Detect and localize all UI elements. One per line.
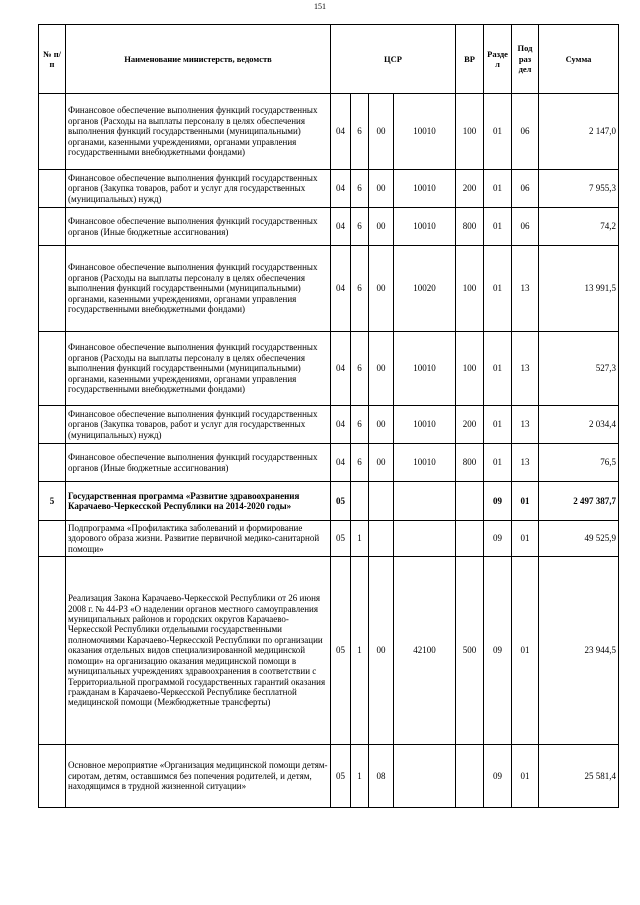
csr-part-1: 04 (331, 444, 351, 482)
csr-part-2: 1 (351, 745, 369, 808)
csr-part-4: 10020 (394, 246, 456, 332)
row-vr: 100 (456, 246, 484, 332)
row-vr: 200 (456, 170, 484, 208)
csr-part-2: 1 (351, 521, 369, 557)
row-razdel: 01 (484, 332, 512, 406)
csr-part-1: 05 (331, 745, 351, 808)
csr-part-4 (394, 482, 456, 521)
row-sum: 2 034,4 (539, 406, 619, 444)
csr-part-3: 00 (369, 94, 394, 170)
row-vr: 800 (456, 444, 484, 482)
csr-part-4: 10010 (394, 406, 456, 444)
csr-part-4: 10010 (394, 94, 456, 170)
table-row (39, 208, 619, 246)
row-name: Финансовое обеспечение выполнения функций государственных органов (Расходы на выплаты персоналу в целях обеспечения выполнения функций государственными (муниципальными) органами, казенными учреждениями, органами управления государственными внебюджетными фондами) (66, 246, 331, 332)
csr-part-2: 6 (351, 208, 369, 246)
csr-part-2: 6 (351, 406, 369, 444)
row-number (39, 246, 66, 332)
row-number (39, 406, 66, 444)
csr-part-4: 10010 (394, 208, 456, 246)
row-podrazdel: 01 (512, 482, 539, 521)
row-podrazdel: 13 (512, 246, 539, 332)
table-row (39, 482, 619, 521)
row-razdel: 01 (484, 94, 512, 170)
row-vr: 200 (456, 406, 484, 444)
csr-part-1: 05 (331, 521, 351, 557)
csr-part-1: 04 (331, 170, 351, 208)
row-sum: 7 955,3 (539, 170, 619, 208)
row-razdel: 09 (484, 521, 512, 557)
csr-part-2: 6 (351, 170, 369, 208)
row-sum: 527,3 (539, 332, 619, 406)
row-razdel: 01 (484, 170, 512, 208)
row-razdel: 01 (484, 208, 512, 246)
csr-part-1: 05 (331, 482, 351, 521)
row-podrazdel: 01 (512, 557, 539, 745)
table-row (39, 745, 619, 808)
csr-part-4: 10010 (394, 444, 456, 482)
table-header-row (39, 25, 619, 94)
csr-part-3: 00 (369, 246, 394, 332)
row-podrazdel: 01 (512, 745, 539, 808)
row-vr: 800 (456, 208, 484, 246)
row-name: Финансовое обеспечение выполнения функций государственных органов (Иные бюджетные ассигнования) (66, 444, 331, 482)
table-row (39, 406, 619, 444)
row-name: Финансовое обеспечение выполнения функций государственных органов (Закупка товаров, работ и услуг для государственных (муниципальных) нужд) (66, 406, 331, 444)
csr-part-3 (369, 482, 394, 521)
row-name: Финансовое обеспечение выполнения функций государственных органов (Расходы на выплаты персоналу в целях обеспечения выполнения функций государственными (муниципальными) органами, казенными учреждениями, органами управления государственными внебюджетными фондами) (66, 332, 331, 406)
table-row (39, 557, 619, 745)
csr-part-1: 04 (331, 332, 351, 406)
row-podrazdel: 06 (512, 208, 539, 246)
csr-part-3: 08 (369, 745, 394, 808)
row-sum: 76,5 (539, 444, 619, 482)
csr-part-1: 04 (331, 246, 351, 332)
row-name: Подпрограмма «Профилактика заболеваний и формирование здорового образа жизни. Развитие первичной медико-санитарной помощи» (66, 521, 331, 557)
row-razdel: 01 (484, 444, 512, 482)
row-sum: 2 497 387,7 (539, 482, 619, 521)
csr-part-4: 10010 (394, 332, 456, 406)
budget-table (38, 24, 619, 808)
row-razdel: 09 (484, 557, 512, 745)
row-name: Финансовое обеспечение выполнения функций государственных органов (Иные бюджетные ассигнования) (66, 208, 331, 246)
csr-part-1: 04 (331, 208, 351, 246)
row-number (39, 444, 66, 482)
table-row (39, 521, 619, 557)
csr-part-3: 00 (369, 170, 394, 208)
row-vr: 100 (456, 332, 484, 406)
row-sum: 13 991,5 (539, 246, 619, 332)
row-number (39, 208, 66, 246)
table-row (39, 444, 619, 482)
row-number (39, 94, 66, 170)
row-vr: 500 (456, 557, 484, 745)
header-razdel: Разде л (484, 25, 512, 94)
csr-part-3: 00 (369, 208, 394, 246)
row-vr (456, 482, 484, 521)
table-body (39, 94, 619, 808)
row-name: Государственная программа «Развитие здравоохранения Карачаево-Черкесской Республики на 2014-2020 годы» (66, 482, 331, 521)
csr-part-2: 1 (351, 557, 369, 745)
row-vr (456, 521, 484, 557)
page-number: 151 (314, 2, 326, 11)
csr-part-1: 05 (331, 557, 351, 745)
csr-part-4: 10010 (394, 170, 456, 208)
csr-part-4 (394, 745, 456, 808)
row-name: Основное мероприятие «Организация медицинской помощи детям-сиротам, детям, оставшимся без попечения родителей, и детям, находящимся в трудной жизненной ситуации» (66, 745, 331, 808)
csr-part-2: 6 (351, 94, 369, 170)
row-name: Финансовое обеспечение выполнения функций государственных органов (Расходы на выплаты персоналу в целях обеспечения выполнения функций государственными (муниципальными) органами, казенными учреждениями, органами управления государственными внебюджетными фондами) (66, 94, 331, 170)
row-sum: 2 147,0 (539, 94, 619, 170)
csr-part-2: 6 (351, 246, 369, 332)
row-sum: 23 944,5 (539, 557, 619, 745)
csr-part-2 (351, 482, 369, 521)
header-podrazdel: Под раз дел (512, 25, 539, 94)
row-sum: 49 525,9 (539, 521, 619, 557)
header-num: № п/п (39, 25, 66, 94)
row-number: 5 (39, 482, 66, 521)
row-sum: 74,2 (539, 208, 619, 246)
table-row (39, 94, 619, 170)
header-vr: ВР (456, 25, 484, 94)
csr-part-3 (369, 521, 394, 557)
row-podrazdel: 06 (512, 94, 539, 170)
csr-part-3: 00 (369, 332, 394, 406)
row-number (39, 557, 66, 745)
csr-part-3: 00 (369, 406, 394, 444)
header-summa: Сумма (539, 25, 619, 94)
csr-part-2: 6 (351, 332, 369, 406)
header-csr: ЦСР (331, 25, 456, 94)
row-number (39, 170, 66, 208)
csr-part-1: 04 (331, 406, 351, 444)
csr-part-3: 00 (369, 444, 394, 482)
row-number (39, 745, 66, 808)
row-razdel: 01 (484, 246, 512, 332)
row-vr: 100 (456, 94, 484, 170)
row-sum: 25 581,4 (539, 745, 619, 808)
row-name: Финансовое обеспечение выполнения функций государственных органов (Закупка товаров, работ и услуг для государственных (муниципальных) нужд) (66, 170, 331, 208)
table-row (39, 170, 619, 208)
csr-part-4 (394, 521, 456, 557)
row-number (39, 332, 66, 406)
csr-part-4: 42100 (394, 557, 456, 745)
row-razdel: 01 (484, 406, 512, 444)
row-podrazdel: 01 (512, 521, 539, 557)
table-row (39, 332, 619, 406)
row-razdel: 09 (484, 482, 512, 521)
table-row (39, 246, 619, 332)
row-podrazdel: 13 (512, 406, 539, 444)
csr-part-2: 6 (351, 444, 369, 482)
row-podrazdel: 13 (512, 332, 539, 406)
csr-part-1: 04 (331, 94, 351, 170)
csr-part-3: 00 (369, 557, 394, 745)
row-name: Реализация Закона Карачаево-Черкесской Республики от 26 июня 2008 г. № 44-РЗ «О наделении органов местного самоуправления муниципальных районов и городских округов Карачаево-Черкесской Республики отдельными государственными полномочиями Карачаево-Черкесской Республики по организации оказания отдельных видов специализированной медицинской помощи» на организацию оказания медицинской помощи в муниципальных учреждениях здравоохранения в соответствии с Территориальной программой государственных гарантий оказания гражданам в Карачаево-Черкесской Республике бесплатной медицинской помощи (Межбюджетные трансферты) (66, 557, 331, 745)
row-vr (456, 745, 484, 808)
row-number (39, 521, 66, 557)
header-name: Наименование министерств, ведомств (66, 25, 331, 94)
row-podrazdel: 06 (512, 170, 539, 208)
row-razdel: 09 (484, 745, 512, 808)
row-podrazdel: 13 (512, 444, 539, 482)
